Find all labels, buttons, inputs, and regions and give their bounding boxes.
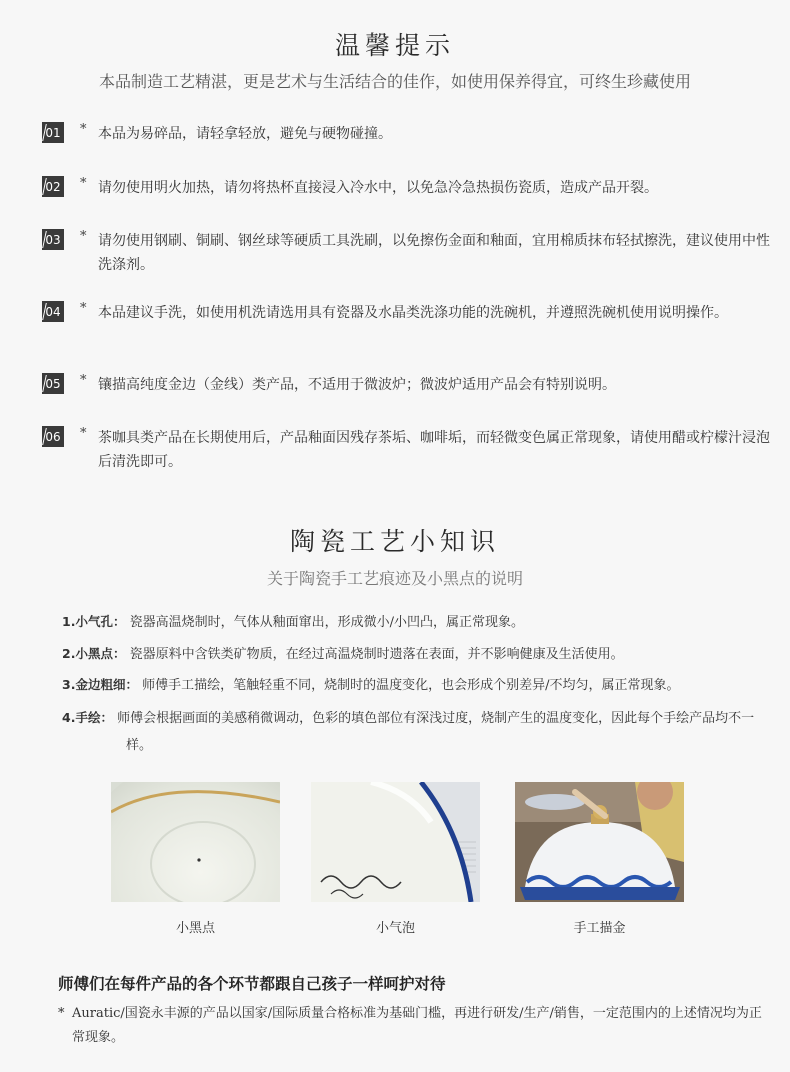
photo-caption: 手工描金 xyxy=(573,921,626,936)
knowledge-item-2 xyxy=(62,640,762,668)
number-badge: 03 xyxy=(42,229,64,250)
number-badge: 04 xyxy=(42,301,64,322)
footer-text: Auratic/国瓷永丰源的产品以国家/国际质量合格标准为基础门槛，再进行研发/生产/销售，一定范围内的上述情况均为正常现象。 xyxy=(72,1006,762,1045)
bullet-star: * xyxy=(80,122,87,137)
bullet-star: * xyxy=(80,176,87,191)
tip-text: 请勿使用钢刷、铜刷、钢丝球等硬质工具洗刷，以免擦伤金面和釉面，宜用棉质抹布轻拭擦洗，建议使用中性洗涤剂。 xyxy=(98,233,770,273)
knowledge-text: 师傅手工描绘，笔触轻重不同，烧制时的温度变化，也会形成个别差异/不均匀，属正常现象。 xyxy=(142,678,680,693)
knowledge-text: 瓷器原料中含铁类矿物质，在经过高温烧制时遗落在表面，并不影响健康及生活使用。 xyxy=(129,647,624,662)
knowledge-label: 3.金边粗细： xyxy=(62,677,138,692)
tips-title: 温馨提示 xyxy=(334,31,455,60)
bullet-star: * xyxy=(80,301,87,316)
knowledge-text: 师傅会根据画面的美感稍微调动，色彩的填色部位有深浅过度，烧制产生的温度变化，因此每个手绘产品均不一样。 xyxy=(117,711,755,753)
number-badge: 05 xyxy=(42,373,64,394)
knowledge-item-4 xyxy=(62,704,766,759)
tip-text: 本品建议手洗，如使用机洗请选用具有瓷器及水晶类洗涤功能的洗碗机，并遵照洗碗机使用说明操作。 xyxy=(98,305,728,321)
knowledge-label: 4.手绘： xyxy=(62,710,113,725)
knowledge-item-3 xyxy=(62,671,762,699)
knowledge-text: 瓷器高温烧制时，气体从釉面窜出，形成微小/小凹凸，属正常现象。 xyxy=(129,615,524,630)
bullet-star: * xyxy=(80,373,87,388)
footer-note xyxy=(58,1002,768,1050)
knowledge-title: 陶瓷工艺小知识 xyxy=(289,527,500,556)
knowledge-item-1 xyxy=(62,608,762,636)
number-badge: 06 xyxy=(42,426,64,447)
tip-text: 本品为易碎品，请轻拿轻放，避免与硬物碰撞。 xyxy=(98,126,392,142)
photo-caption: 小黑点 xyxy=(175,921,215,936)
cup-bubble-photo xyxy=(311,782,480,902)
tips-subtitle: 本品制造工艺精湛，更是艺术与生活结合的佳作，如使用保养得宜，可终生珍藏使用 xyxy=(98,72,691,91)
bullet-star: * xyxy=(58,1006,65,1021)
number-badge: 02 xyxy=(42,176,64,197)
hand-gilding-photo xyxy=(515,782,684,902)
footer-title: 师傅们在每件产品的各个环节都跟自己孩子一样呵护对待 xyxy=(58,975,446,993)
knowledge-label: 1.小气孔： xyxy=(62,614,126,629)
tip-text: 茶咖具类产品在长期使用后，产品釉面因残存茶垢、咖啡垢，而轻微变色属正常现象，请使用醋或柠檬汁浸泡后清洗即可。 xyxy=(98,430,770,470)
tip-text: 镶描高纯度金边（金线）类产品，不适用于微波炉；微波炉适用产品会有特别说明。 xyxy=(98,377,616,393)
bullet-star: * xyxy=(80,426,87,441)
photo-caption: 小气泡 xyxy=(375,921,415,936)
knowledge-subtitle: 关于陶瓷手工艺痕迹及小黑点的说明 xyxy=(266,569,523,588)
bullet-star: * xyxy=(80,229,87,244)
bowl-black-dot-photo xyxy=(111,782,280,902)
number-badge: 01 xyxy=(42,122,64,143)
knowledge-label: 2.小黑点： xyxy=(62,646,126,661)
tip-text: 请勿使用明火加热，请勿将热杯直接浸入冷水中，以免急冷急热损伤瓷质，造成产品开裂。 xyxy=(98,180,658,196)
